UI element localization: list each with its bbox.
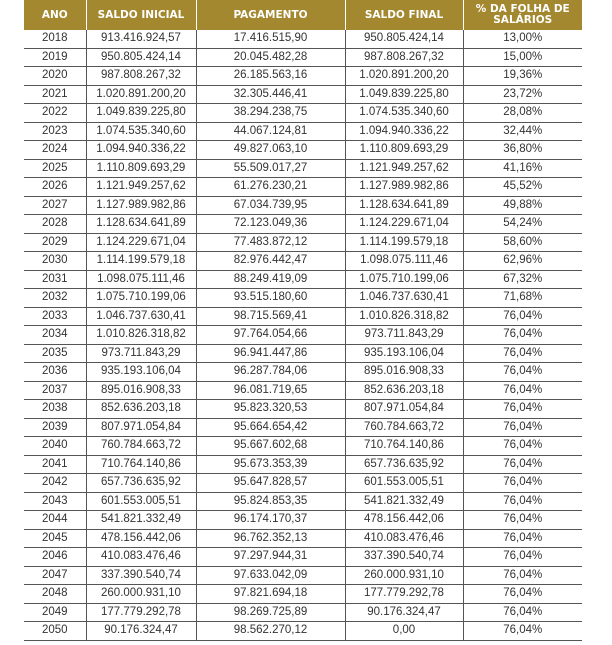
- cell-pagamento: 95.667.602,68: [196, 437, 345, 456]
- cell-ano: 2019: [24, 48, 86, 67]
- cell-pagamento: 95.664.654,42: [196, 418, 345, 437]
- cell-pagamento: 97.764.054,66: [196, 326, 345, 345]
- cell-saldo-inicial: 1.114.199.579,18: [86, 252, 196, 271]
- cell-percent-folha: 76,04%: [463, 381, 582, 400]
- table-row: [24, 48, 582, 67]
- table-row: [24, 141, 582, 160]
- cell-saldo-inicial: 987.808.267,32: [86, 67, 196, 86]
- cell-ano: 2046: [24, 548, 86, 567]
- cell-saldo-inicial: 541.821.332,49: [86, 511, 196, 530]
- cell-saldo-final: 657.736.635,92: [345, 455, 463, 474]
- table-row: [24, 400, 582, 419]
- cell-ano: 2026: [24, 178, 86, 197]
- cell-saldo-final: 1.094.940.336,22: [345, 122, 463, 141]
- cell-percent-folha: 76,04%: [463, 474, 582, 493]
- cell-saldo-final: 337.390.540,74: [345, 548, 463, 567]
- cell-percent-folha: 76,04%: [463, 566, 582, 585]
- cell-ano: 2050: [24, 622, 86, 641]
- cell-pagamento: 98.715.569,41: [196, 307, 345, 326]
- cell-ano: 2043: [24, 492, 86, 511]
- cell-ano: 2048: [24, 585, 86, 604]
- cell-pagamento: 77.483.872,12: [196, 233, 345, 252]
- cell-percent-folha: 13,00%: [463, 30, 582, 48]
- cell-pagamento: 93.515.180,60: [196, 289, 345, 308]
- cell-ano: 2041: [24, 455, 86, 474]
- cell-saldo-inicial: 710.764.140,86: [86, 455, 196, 474]
- table-row: [24, 381, 582, 400]
- cell-pagamento: 20.045.482,28: [196, 48, 345, 67]
- cell-saldo-final: 1.049.839.225,80: [345, 85, 463, 104]
- cell-saldo-inicial: 260.000.931,10: [86, 585, 196, 604]
- cell-pagamento: 96.174.170,37: [196, 511, 345, 530]
- cell-saldo-final: 478.156.442,06: [345, 511, 463, 530]
- cell-percent-folha: 76,04%: [463, 603, 582, 622]
- cell-saldo-inicial: 895.016.908,33: [86, 381, 196, 400]
- cell-saldo-inicial: 760.784.663,72: [86, 437, 196, 456]
- cell-pagamento: 97.821.694,18: [196, 585, 345, 604]
- cell-percent-folha: 76,04%: [463, 344, 582, 363]
- table-row: [24, 585, 582, 604]
- cell-saldo-final: 1.098.075.111,46: [345, 252, 463, 271]
- cell-pagamento: 44.067.124,81: [196, 122, 345, 141]
- cell-saldo-final: 1.128.634.641,89: [345, 196, 463, 215]
- table-row: [24, 122, 582, 141]
- cell-saldo-inicial: 1.046.737.630,41: [86, 307, 196, 326]
- cell-saldo-final: 973.711.843,29: [345, 326, 463, 345]
- table-row: [24, 363, 582, 382]
- table-row: [24, 603, 582, 622]
- cell-ano: 2024: [24, 141, 86, 160]
- table-row: [24, 159, 582, 178]
- cell-percent-folha: 71,68%: [463, 289, 582, 308]
- cell-saldo-final: 710.764.140,86: [345, 437, 463, 456]
- cell-percent-folha: 62,96%: [463, 252, 582, 271]
- cell-saldo-final: 1.127.989.982,86: [345, 178, 463, 197]
- cell-percent-folha: 76,04%: [463, 400, 582, 419]
- cell-pagamento: 38.294.238,75: [196, 104, 345, 123]
- cell-pagamento: 98.269.725,89: [196, 603, 345, 622]
- cell-saldo-inicial: 1.075.710.199,06: [86, 289, 196, 308]
- cell-ano: 2029: [24, 233, 86, 252]
- cell-pagamento: 55.509.017,27: [196, 159, 345, 178]
- table-row: [24, 233, 582, 252]
- cell-ano: 2033: [24, 307, 86, 326]
- header-saldo-inicial: SALDO INICIAL: [86, 0, 196, 30]
- cell-percent-folha: 36,80%: [463, 141, 582, 160]
- cell-saldo-inicial: 913.416.924,57: [86, 30, 196, 48]
- cell-saldo-final: 410.083.476,46: [345, 529, 463, 548]
- cell-saldo-inicial: 1.128.634.641,89: [86, 215, 196, 234]
- header-saldo-final: SALDO FINAL: [345, 0, 463, 30]
- table-row: [24, 270, 582, 289]
- header-ano: ANO: [24, 0, 86, 30]
- table-row: [24, 307, 582, 326]
- cell-saldo-inicial: 1.098.075.111,46: [86, 270, 196, 289]
- cell-percent-folha: 28,08%: [463, 104, 582, 123]
- cell-saldo-inicial: 1.010.826.318,82: [86, 326, 196, 345]
- cell-pagamento: 96.762.352,13: [196, 529, 345, 548]
- table-body: [24, 30, 582, 640]
- cell-ano: 2032: [24, 289, 86, 308]
- cell-ano: 2022: [24, 104, 86, 123]
- cell-percent-folha: 76,04%: [463, 437, 582, 456]
- table-row: [24, 178, 582, 197]
- cell-saldo-final: 177.779.292,78: [345, 585, 463, 604]
- table-row: [24, 30, 582, 48]
- cell-saldo-inicial: 1.074.535.340,60: [86, 122, 196, 141]
- cell-saldo-final: 807.971.054,84: [345, 400, 463, 419]
- cell-percent-folha: 76,04%: [463, 529, 582, 548]
- cell-pagamento: 72.123.049,36: [196, 215, 345, 234]
- table-row: [24, 511, 582, 530]
- cell-percent-folha: 19,36%: [463, 67, 582, 86]
- cell-ano: 2018: [24, 30, 86, 48]
- cell-saldo-inicial: 1.110.809.693,29: [86, 159, 196, 178]
- cell-saldo-final: 1.074.535.340,60: [345, 104, 463, 123]
- cell-saldo-inicial: 1.127.989.982,86: [86, 196, 196, 215]
- cell-saldo-inicial: 657.736.635,92: [86, 474, 196, 493]
- cell-percent-folha: 76,04%: [463, 511, 582, 530]
- table-row: [24, 437, 582, 456]
- table-row: [24, 529, 582, 548]
- cell-percent-folha: 41,16%: [463, 159, 582, 178]
- cell-percent-folha: 15,00%: [463, 48, 582, 67]
- cell-pagamento: 95.824.853,35: [196, 492, 345, 511]
- table-row: [24, 566, 582, 585]
- cell-ano: 2035: [24, 344, 86, 363]
- cell-saldo-final: 1.114.199.579,18: [345, 233, 463, 252]
- cell-pagamento: 88.249.419,09: [196, 270, 345, 289]
- cell-percent-folha: 76,04%: [463, 326, 582, 345]
- cell-pagamento: 67.034.739,95: [196, 196, 345, 215]
- cell-saldo-final: 950.805.424,14: [345, 30, 463, 48]
- projection-table: [24, 0, 582, 641]
- cell-saldo-inicial: 935.193.106,04: [86, 363, 196, 382]
- cell-saldo-inicial: 1.094.940.336,22: [86, 141, 196, 160]
- cell-saldo-final: 0,00: [345, 622, 463, 641]
- cell-saldo-final: 601.553.005,51: [345, 474, 463, 493]
- cell-pagamento: 97.633.042,09: [196, 566, 345, 585]
- cell-percent-folha: 23,72%: [463, 85, 582, 104]
- cell-pagamento: 98.562.270,12: [196, 622, 345, 641]
- cell-ano: 2028: [24, 215, 86, 234]
- cell-ano: 2044: [24, 511, 86, 530]
- header-pagamento: PAGAMENTO: [196, 0, 345, 30]
- cell-pagamento: 97.297.944,31: [196, 548, 345, 567]
- cell-saldo-inicial: 950.805.424,14: [86, 48, 196, 67]
- table-row: [24, 548, 582, 567]
- cell-saldo-inicial: 177.779.292,78: [86, 603, 196, 622]
- cell-saldo-inicial: 410.083.476,46: [86, 548, 196, 567]
- table-row: [24, 252, 582, 271]
- cell-saldo-inicial: 90.176.324,47: [86, 622, 196, 641]
- table-row: [24, 492, 582, 511]
- cell-percent-folha: 76,04%: [463, 548, 582, 567]
- cell-saldo-final: 1.010.826.318,82: [345, 307, 463, 326]
- cell-ano: 2025: [24, 159, 86, 178]
- cell-ano: 2034: [24, 326, 86, 345]
- cell-pagamento: 95.673.353,39: [196, 455, 345, 474]
- cell-percent-folha: 67,32%: [463, 270, 582, 289]
- table-header: [24, 0, 582, 30]
- cell-saldo-final: 541.821.332,49: [345, 492, 463, 511]
- cell-ano: 2020: [24, 67, 86, 86]
- cell-saldo-inicial: 1.020.891.200,20: [86, 85, 196, 104]
- cell-ano: 2038: [24, 400, 86, 419]
- cell-saldo-final: 1.075.710.199,06: [345, 270, 463, 289]
- cell-percent-folha: 76,04%: [463, 622, 582, 641]
- cell-ano: 2031: [24, 270, 86, 289]
- cell-pagamento: 95.647.828,57: [196, 474, 345, 493]
- cell-percent-folha: 76,04%: [463, 455, 582, 474]
- cell-pagamento: 96.287.784,06: [196, 363, 345, 382]
- cell-pagamento: 17.416.515,90: [196, 30, 345, 48]
- cell-ano: 2027: [24, 196, 86, 215]
- table-row: [24, 344, 582, 363]
- cell-percent-folha: 76,04%: [463, 585, 582, 604]
- cell-saldo-final: 987.808.267,32: [345, 48, 463, 67]
- cell-saldo-final: 852.636.203,18: [345, 381, 463, 400]
- cell-pagamento: 61.276.230,21: [196, 178, 345, 197]
- table-row: [24, 455, 582, 474]
- table-row: [24, 85, 582, 104]
- cell-percent-folha: 32,44%: [463, 122, 582, 141]
- table-row: [24, 326, 582, 345]
- cell-saldo-final: 895.016.908,33: [345, 363, 463, 382]
- cell-saldo-inicial: 478.156.442,06: [86, 529, 196, 548]
- table-row: [24, 622, 582, 641]
- cell-ano: 2042: [24, 474, 86, 493]
- table-row: [24, 196, 582, 215]
- cell-ano: 2023: [24, 122, 86, 141]
- table-row: [24, 215, 582, 234]
- cell-percent-folha: 76,04%: [463, 363, 582, 382]
- cell-pagamento: 96.941.447,86: [196, 344, 345, 363]
- cell-percent-folha: 45,52%: [463, 178, 582, 197]
- cell-saldo-inicial: 1.049.839.225,80: [86, 104, 196, 123]
- cell-pagamento: 95.823.320,53: [196, 400, 345, 419]
- cell-percent-folha: 54,24%: [463, 215, 582, 234]
- cell-saldo-final: 1.110.809.693,29: [345, 141, 463, 160]
- cell-percent-folha: 76,04%: [463, 418, 582, 437]
- table-row: [24, 289, 582, 308]
- cell-percent-folha: 58,60%: [463, 233, 582, 252]
- cell-pagamento: 32.305.446,41: [196, 85, 345, 104]
- cell-saldo-final: 760.784.663,72: [345, 418, 463, 437]
- cell-saldo-inicial: 807.971.054,84: [86, 418, 196, 437]
- cell-saldo-final: 90.176.324,47: [345, 603, 463, 622]
- cell-saldo-final: 1.020.891.200,20: [345, 67, 463, 86]
- cell-ano: 2030: [24, 252, 86, 271]
- table-row: [24, 474, 582, 493]
- table-row: [24, 418, 582, 437]
- cell-ano: 2045: [24, 529, 86, 548]
- cell-pagamento: 49.827.063,10: [196, 141, 345, 160]
- cell-ano: 2036: [24, 363, 86, 382]
- cell-saldo-final: 1.121.949.257,62: [345, 159, 463, 178]
- cell-percent-folha: 76,04%: [463, 307, 582, 326]
- cell-percent-folha: 76,04%: [463, 492, 582, 511]
- cell-saldo-inicial: 601.553.005,51: [86, 492, 196, 511]
- cell-saldo-inicial: 1.121.949.257,62: [86, 178, 196, 197]
- cell-saldo-final: 260.000.931,10: [345, 566, 463, 585]
- cell-pagamento: 82.976.442,47: [196, 252, 345, 271]
- cell-ano: 2037: [24, 381, 86, 400]
- cell-percent-folha: 49,88%: [463, 196, 582, 215]
- table-row: [24, 67, 582, 86]
- cell-saldo-inicial: 1.124.229.671,04: [86, 233, 196, 252]
- table-row: [24, 104, 582, 123]
- cell-ano: 2049: [24, 603, 86, 622]
- cell-saldo-final: 935.193.106,04: [345, 344, 463, 363]
- cell-ano: 2021: [24, 85, 86, 104]
- cell-ano: 2039: [24, 418, 86, 437]
- header-percent-folha: % DA FOLHA DE SALÁRIOS: [463, 0, 582, 30]
- cell-saldo-inicial: 973.711.843,29: [86, 344, 196, 363]
- cell-pagamento: 26.185.563,16: [196, 67, 345, 86]
- cell-saldo-inicial: 852.636.203,18: [86, 400, 196, 419]
- cell-ano: 2040: [24, 437, 86, 456]
- cell-saldo-final: 1.124.229.671,04: [345, 215, 463, 234]
- cell-pagamento: 96.081.719,65: [196, 381, 345, 400]
- cell-saldo-inicial: 337.390.540,74: [86, 566, 196, 585]
- cell-ano: 2047: [24, 566, 86, 585]
- cell-saldo-final: 1.046.737.630,41: [345, 289, 463, 308]
